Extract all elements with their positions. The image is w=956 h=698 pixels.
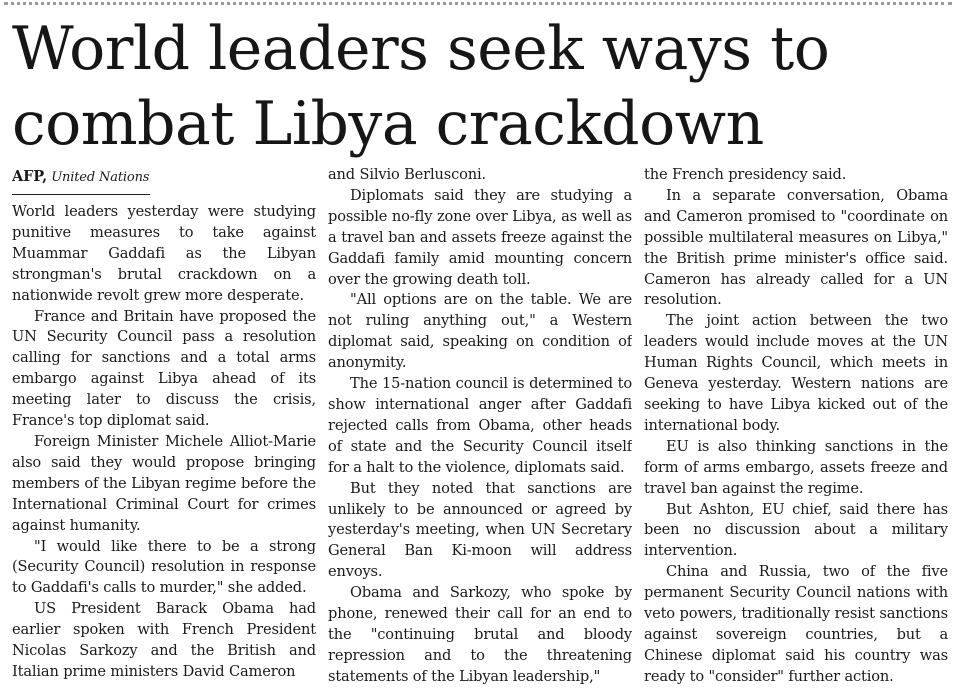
paragraph-continued: and Silvio Berlusconi. [328,166,487,183]
paragraph: Diplomats said they are studying a possible no-fly zone over Libya, as well as a travel ban and assets freeze against the Gaddafi family amid mounting concern over the growing death toll. [328,186,632,288]
byline-agency: AFP, [12,168,48,185]
article-body [12,165,952,698]
byline [12,165,150,195]
paragraph: The joint action between the two leaders would include moves at the UN Human Rights Council, which meets in Geneva yesterday. Western nations are seeking to have Libya kicked out of the international body. [644,312,948,434]
paragraph: "All options are on the table. We are not ruling anything out," a Western diplomat said, speaking on condition of anonymity. [328,291,632,372]
paragraph: Foreign Minister Michele Alliot-Marie also said they would propose bringing members of the Libyan regime before the International Criminal Court for crimes against humanity. [12,432,316,534]
paragraph: World leaders yesterday were studying punitive measures to take against Muammar Gaddafi as the Libyan strongman's brutal crackdown on a nationwide revolt grew more desperate. [12,203,316,304]
byline-location: United Nations [51,170,150,185]
headline: World leaders seek ways to combat Libya crackdown [12,14,830,159]
column-3 [644,165,948,698]
paragraph: Obama and Sarkozy, who spoke by phone, renewed their call for an end to the "continuing brutal and bloody repression and to the threatening statements of the Libyan leadership," [328,584,632,685]
paragraph: US President Barack Obama had earlier spoken with French President Nicolas Sarkozy and the British and Italian prime ministers David Cameron [12,600,316,680]
paragraph: China and Russia, two of the five permanent Security Council nations with veto powers, traditionally resist sanctions against sovereign countries, but a Chinese diplomat said his country was ready to "consider" further action. [644,563,948,685]
paragraph: The 15-nation council is determined to show international anger after Gaddafi rejected calls from Obama, other heads of state and the Security Council itself for a halt to the violence, diplomats said. [328,375,632,476]
column-1 [12,165,316,698]
paragraph: In a separate conversation, Obama and Cameron promised to "coordinate on possible multilateral measures on Libya," the British prime minister's office said. Cameron has already called for a UN resolution. [644,186,948,309]
column-2 [328,165,632,698]
top-dotted-rule [4,2,952,9]
paragraph: "I would like there to be a strong (Security Council) resolution in response to Gaddafi's calls to murder," she added. [12,537,316,597]
paragraph: But they noted that sanctions are unlikely to be announced or agreed by yesterday's meeting, when UN Secretary General Ban Ki-moon will address envoys. [328,479,632,581]
paragraph: EU is also thinking sanctions in the form of arms embargo, assets freeze and travel ban against the regime. [644,437,948,497]
paragraph: France and Britain have proposed the UN Security Council pass a resolution calling for sanctions and a total arms embargo against Libya ahead of its meeting later to discuss the crisis, France's top diplomat said. [12,307,316,430]
paragraph: But Ashton, EU chief, said there has been no discussion about a military intervention. [644,500,948,560]
paragraph-continued: the French presidency said. [644,166,847,183]
